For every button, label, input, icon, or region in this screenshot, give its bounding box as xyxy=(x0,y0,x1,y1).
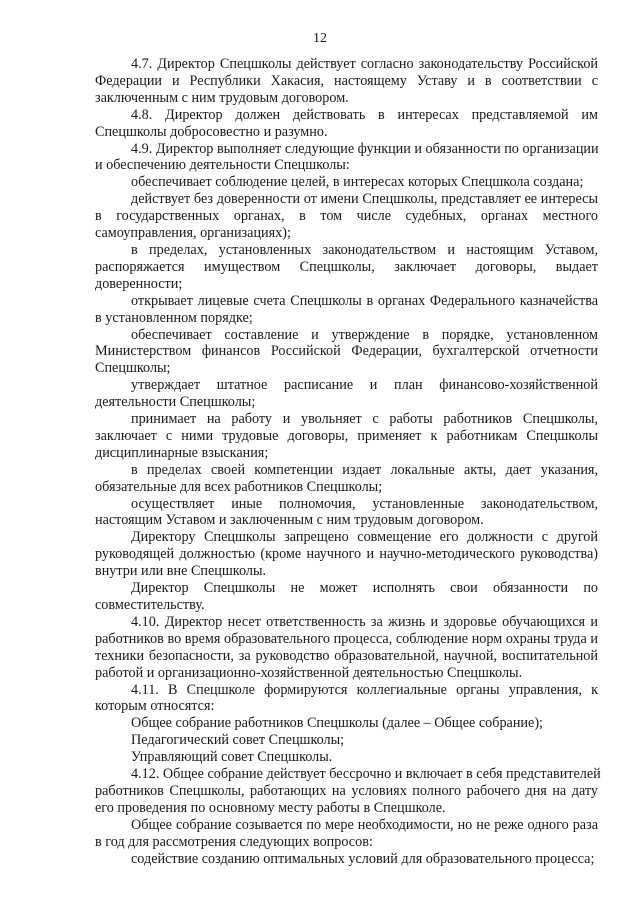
text-line: Спецшколы; xyxy=(95,360,171,377)
text-line: обеспечивает составление и утверждение в порядке, установленном xyxy=(131,326,598,343)
paragraph xyxy=(95,327,598,378)
text-line: 4.12. Общее собрание действует бессрочно и включает в себя представителей xyxy=(131,766,601,783)
paragraph xyxy=(95,56,598,107)
text-line: утверждает штатное расписание и план финансово-хозяйственной xyxy=(131,377,598,394)
paragraph xyxy=(95,191,598,242)
text-line: настоящим Уставом и заключенным с ним трудовым договором. xyxy=(95,512,484,529)
text-line: 4.10. Директор несет ответственность за жизнь и здоровье обучающихся и xyxy=(131,613,598,630)
text-line: в пределах, установленных законодательством и настоящим Уставом, xyxy=(131,241,598,258)
document-body xyxy=(95,56,601,868)
text-line: руководящей должностью (кроме научного и научно-методического руководства) xyxy=(95,546,598,563)
paragraph xyxy=(95,242,598,293)
text-line: Управляющий совет Спецшколы. xyxy=(131,749,333,766)
paragraph xyxy=(95,377,598,411)
text-line: в пределах своей компетенции издает локальные акты, дает указания, xyxy=(131,461,598,478)
text-line: содействие созданию оптимальных условий для образовательного процесса; xyxy=(131,850,595,867)
paragraph xyxy=(95,293,598,327)
paragraph xyxy=(95,141,598,175)
text-line: работников Спецшколы, работающих на условиях полного рабочего дня на дату xyxy=(95,782,598,799)
paragraph xyxy=(95,174,598,191)
text-line: совместительству. xyxy=(95,597,205,613)
paragraph xyxy=(95,462,598,496)
paragraph xyxy=(95,682,598,716)
text-line: и обеспечению деятельности Спецшколы: xyxy=(95,157,350,174)
paragraph xyxy=(95,107,598,141)
text-line: внутри или вне Спецшколы. xyxy=(95,563,267,580)
paragraph xyxy=(95,715,598,732)
text-line: 4.7. Директор Спецшколы действует согласно законодательству Российской xyxy=(131,56,598,72)
text-line: 4.9. Директор выполняет следующие функции и обязанности по организации xyxy=(131,140,599,157)
paragraph xyxy=(95,732,598,749)
text-line: действует без доверенности от имени Спецшколы, представляет ее интересы xyxy=(131,191,598,208)
text-line: самоуправления, организациях); xyxy=(95,225,291,242)
text-line: Федерации и Республики Хакасия, настоящему Уставу и в соответствии с xyxy=(95,72,598,89)
paragraph xyxy=(95,580,598,614)
text-line: Педагогический совет Спецшколы; xyxy=(131,732,345,749)
paragraph xyxy=(95,411,598,462)
paragraph xyxy=(95,766,601,817)
paragraph xyxy=(95,749,598,766)
text-line: Спецшколы добросовестно и разумно. xyxy=(95,123,328,140)
text-line: деятельности Спецшколы; xyxy=(95,394,256,411)
text-line: работников во время образовательного процесса, соблюдение норм охраны труда и xyxy=(95,630,598,647)
text-line: заключенным с ним трудовым договором. xyxy=(95,89,349,106)
text-line: в год для рассмотрения следующих вопросов: xyxy=(95,833,373,850)
text-line: 4.11. В Спецшколе формируются коллегиальные органы управления, к xyxy=(131,681,598,698)
text-line: распоряжается имуществом Спецшколы, заключает договоры, выдает xyxy=(95,258,598,275)
text-line: обеспечивает соблюдение целей, в интересах которых Спецшкола создана; xyxy=(131,174,584,191)
text-line: техники безопасности, за руководство образовательной, научной, воспитательной xyxy=(95,647,598,664)
text-line: открывает лицевые счета Спецшколы в органах Федерального казначейства xyxy=(131,292,598,309)
paragraph xyxy=(95,529,598,580)
text-line: работой и организационно-хозяйственной деятельностью Спецшколы. xyxy=(95,664,523,681)
text-line: в государственных органах, в том числе судебных, органах местного xyxy=(95,208,598,225)
text-line: Общее собрание работников Спецшколы (далее – Общее собрание); xyxy=(131,715,543,732)
page-number: 12 xyxy=(313,31,327,46)
text-line: в установленном порядке; xyxy=(95,309,253,326)
text-line: Директору Спецшколы запрещено совмещение его должности с другой xyxy=(131,529,598,546)
text-line: принимает на работу и увольняет с работы работников Спецшколы, xyxy=(131,411,598,428)
text-line: 4.8. Директор должен действовать в интересах представляемой им xyxy=(131,106,598,123)
text-line: которым относятся: xyxy=(95,698,215,715)
text-line: осуществляет иные полномочия, установленные законодательством, xyxy=(131,495,598,512)
text-line: его проведения по основному месту работы в Спецшколе. xyxy=(95,799,446,816)
text-line: обязательные для всех работников Спецшколы; xyxy=(95,478,383,495)
text-line: дисциплинарные взыскания; xyxy=(95,444,269,461)
text-line: доверенности; xyxy=(95,275,183,292)
paragraph xyxy=(95,817,598,851)
text-line: Общее собрание созывается по мере необходимости, но не реже одного раза xyxy=(131,816,598,833)
text-line: заключает с ними трудовые договоры, применяет к работникам Спецшколы xyxy=(95,427,598,444)
text-line: Директор Спецшколы не может исполнять свои обязанности по xyxy=(131,580,598,597)
text-line: Министерством финансов Российской Федерации, бухгалтерской отчетности xyxy=(95,343,598,360)
paragraph xyxy=(95,614,598,682)
paragraph xyxy=(95,851,598,868)
paragraph xyxy=(95,496,598,530)
